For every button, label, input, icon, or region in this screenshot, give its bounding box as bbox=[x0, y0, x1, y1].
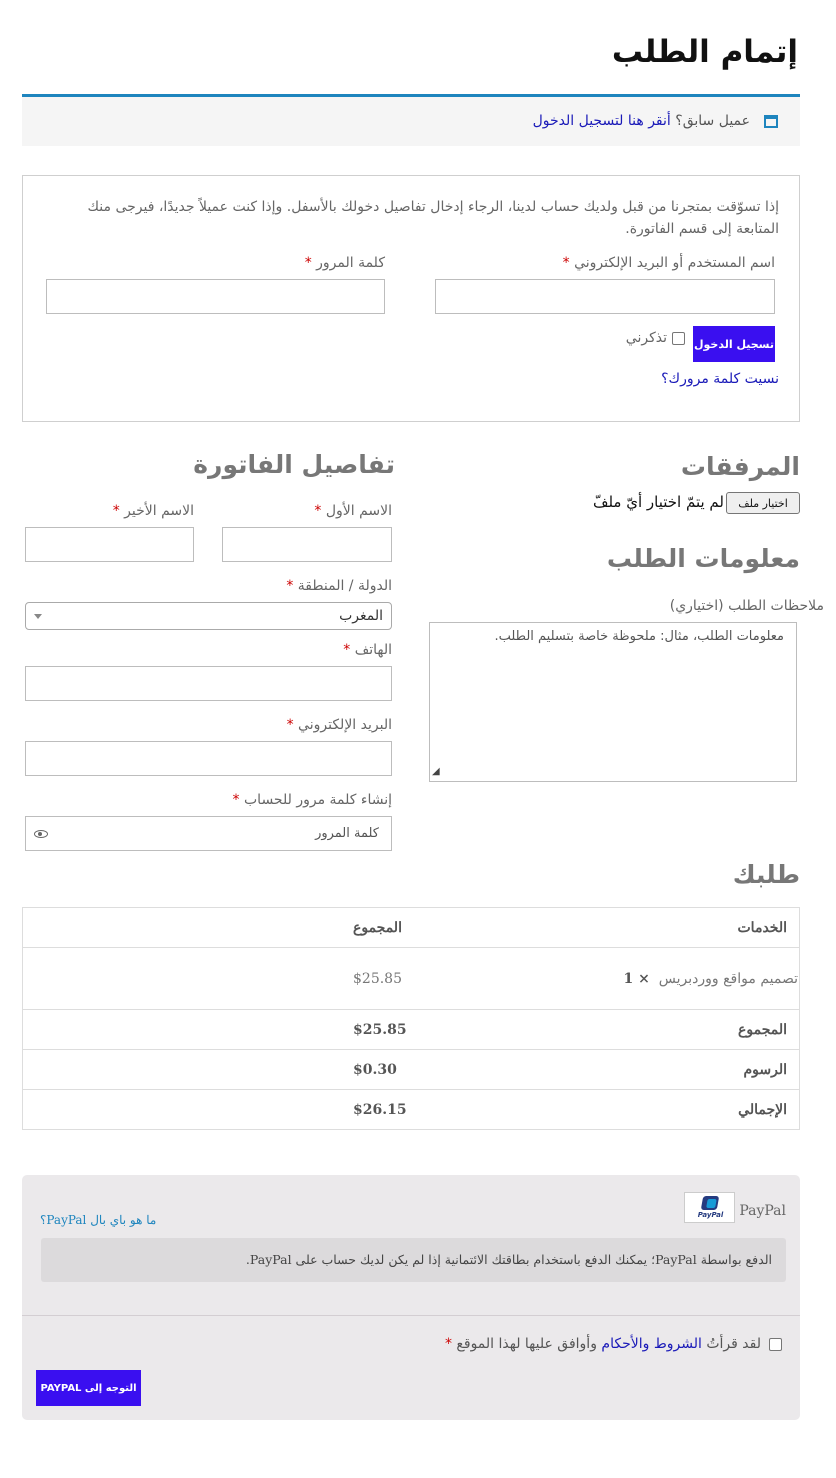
order-table bbox=[22, 907, 800, 1130]
login-notice bbox=[22, 94, 800, 146]
order-item-qty: × 1 bbox=[623, 970, 650, 987]
grand-total-label: الإجمالي bbox=[738, 1101, 787, 1118]
divider bbox=[22, 1315, 800, 1316]
order-item-total: $25.85 bbox=[353, 970, 402, 987]
required-marker: * bbox=[286, 717, 294, 733]
login-form bbox=[22, 175, 800, 422]
fees-row bbox=[23, 1050, 799, 1090]
terms-checkbox[interactable] bbox=[769, 1338, 782, 1351]
account-password-label-text: إنشاء كلمة مرور للحساب bbox=[244, 792, 392, 808]
required-marker: * bbox=[304, 255, 312, 271]
phone-input[interactable] bbox=[25, 666, 392, 701]
password-input[interactable] bbox=[46, 279, 385, 314]
order-notes-placeholder: معلومات الطلب، مثال: ملحوظة خاصة بتسليم الطلب. bbox=[494, 629, 784, 644]
remember-label: تذكرني bbox=[625, 330, 667, 346]
proceed-to-paypal-button[interactable]: التوجه إلى PAYPAL bbox=[36, 1370, 141, 1406]
grand-total-value: $26.15 bbox=[353, 1101, 407, 1118]
first-name-label bbox=[314, 503, 392, 519]
resize-handle-icon[interactable]: ◢ bbox=[432, 766, 440, 777]
table-header-row bbox=[23, 908, 799, 948]
choose-file-button[interactable]: اختيار ملف bbox=[726, 492, 800, 514]
account-password-placeholder: كلمة المرور bbox=[315, 826, 379, 841]
required-marker: * bbox=[112, 503, 120, 519]
payment-method-label[interactable]: PayPal bbox=[739, 1203, 786, 1219]
terms-suffix: وأوافق عليها لهذا الموقع bbox=[456, 1336, 597, 1352]
what-is-paypal-link[interactable]: ما هو باي بال PayPal؟ bbox=[40, 1213, 157, 1227]
subtotal-value: $25.85 bbox=[353, 1021, 407, 1038]
email-label bbox=[287, 717, 392, 733]
username-input[interactable] bbox=[435, 279, 775, 314]
payment-description: الدفع بواسطة PayPal؛ يمكنك الدفع باستخدام بطاقتك الائتمانية إذا لم يكن لديك حساب على PayPal. bbox=[245, 1252, 772, 1267]
first-name-input[interactable] bbox=[222, 527, 392, 562]
paypal-mark-icon bbox=[701, 1196, 719, 1210]
file-status: لم يتمّ اختيار أيّ ملفّ bbox=[592, 493, 724, 511]
eye-icon[interactable] bbox=[34, 830, 48, 838]
country-value: المغرب bbox=[339, 608, 383, 624]
order-info-heading: معلومات الطلب bbox=[606, 544, 800, 573]
order-notes-label: ملاحظات الطلب (اختياري) bbox=[669, 598, 824, 614]
col-total: المجموع bbox=[353, 919, 402, 936]
fees-label: الرسوم bbox=[743, 1061, 787, 1078]
chevron-down-icon bbox=[34, 614, 42, 619]
email-label-text: البريد الإلكتروني bbox=[298, 717, 392, 733]
account-password-label bbox=[233, 792, 392, 808]
table-row bbox=[23, 948, 799, 1010]
order-notes-textarea[interactable] bbox=[429, 622, 797, 782]
attachments-heading: المرفقات bbox=[680, 452, 800, 481]
order-item-name bbox=[624, 971, 799, 987]
required-marker: * bbox=[286, 578, 294, 594]
show-login-link[interactable]: أنقر هنا لتسجيل الدخول bbox=[532, 113, 671, 129]
forgot-password-link[interactable]: نسيت كلمة مرورك؟ bbox=[661, 371, 779, 387]
country-label bbox=[286, 578, 392, 594]
required-marker: * bbox=[314, 503, 322, 519]
paypal-logo bbox=[684, 1192, 735, 1223]
country-select[interactable] bbox=[25, 602, 392, 630]
grand-total-row bbox=[23, 1090, 799, 1129]
order-item-title: تصميم مواقع ووردبريس bbox=[658, 970, 798, 987]
required-marker: * bbox=[562, 255, 570, 271]
first-name-label-text: الاسم الأول bbox=[325, 503, 392, 519]
col-product: الخدمات bbox=[737, 919, 787, 936]
payment-description-box bbox=[41, 1238, 786, 1282]
notice-question: عميل سابق؟ bbox=[675, 113, 750, 129]
username-label-text: اسم المستخدم أو البريد الإلكتروني bbox=[574, 255, 775, 271]
required-marker: * bbox=[343, 642, 351, 658]
page-title: إتمام الطلب bbox=[611, 34, 798, 70]
terms-text bbox=[445, 1336, 761, 1352]
paypal-logo-text: PayPal bbox=[697, 1211, 724, 1219]
last-name-input[interactable] bbox=[25, 527, 194, 562]
terms-link[interactable]: الشروط والأحكام bbox=[601, 1336, 702, 1352]
order-heading: طلبك bbox=[732, 860, 800, 889]
payment-section bbox=[22, 1175, 800, 1420]
last-name-label bbox=[113, 503, 194, 519]
login-button[interactable]: تسجيل الدخول bbox=[693, 326, 775, 362]
subtotal-label: المجموع bbox=[738, 1021, 787, 1038]
password-label-text: كلمة المرور bbox=[316, 255, 385, 271]
country-label-text: الدولة / المنطقة bbox=[297, 578, 392, 594]
subtotal-row bbox=[23, 1010, 799, 1050]
login-intro: إذا تسوّقت بمتجرنا من قبل ولديك حساب لدينا، الرجاء إدخال تفاصيل دخولك بالأسفل. وإذا كنت عميلاً جديدًا، فيرجى منك المتابعة إلى قسم الفاتورة. bbox=[87, 199, 779, 237]
phone-label-text: الهاتف bbox=[354, 642, 392, 658]
window-icon bbox=[764, 115, 778, 128]
billing-heading: تفاصيل الفاتورة bbox=[193, 450, 395, 479]
username-label bbox=[563, 255, 775, 271]
notice-text bbox=[533, 113, 750, 129]
terms-agreement[interactable] bbox=[445, 1336, 782, 1352]
remember-me[interactable] bbox=[626, 330, 685, 346]
email-input[interactable] bbox=[25, 741, 392, 776]
last-name-label-text: الاسم الأخير bbox=[124, 503, 194, 519]
password-label bbox=[305, 255, 385, 271]
required-marker: * bbox=[444, 1336, 452, 1352]
phone-label bbox=[343, 642, 392, 658]
remember-checkbox[interactable] bbox=[672, 332, 685, 345]
required-marker: * bbox=[232, 792, 240, 808]
terms-prefix: لقد قرأتُ bbox=[706, 1336, 761, 1352]
fees-value: $0.30 bbox=[353, 1061, 397, 1078]
account-password-input[interactable] bbox=[25, 816, 392, 851]
